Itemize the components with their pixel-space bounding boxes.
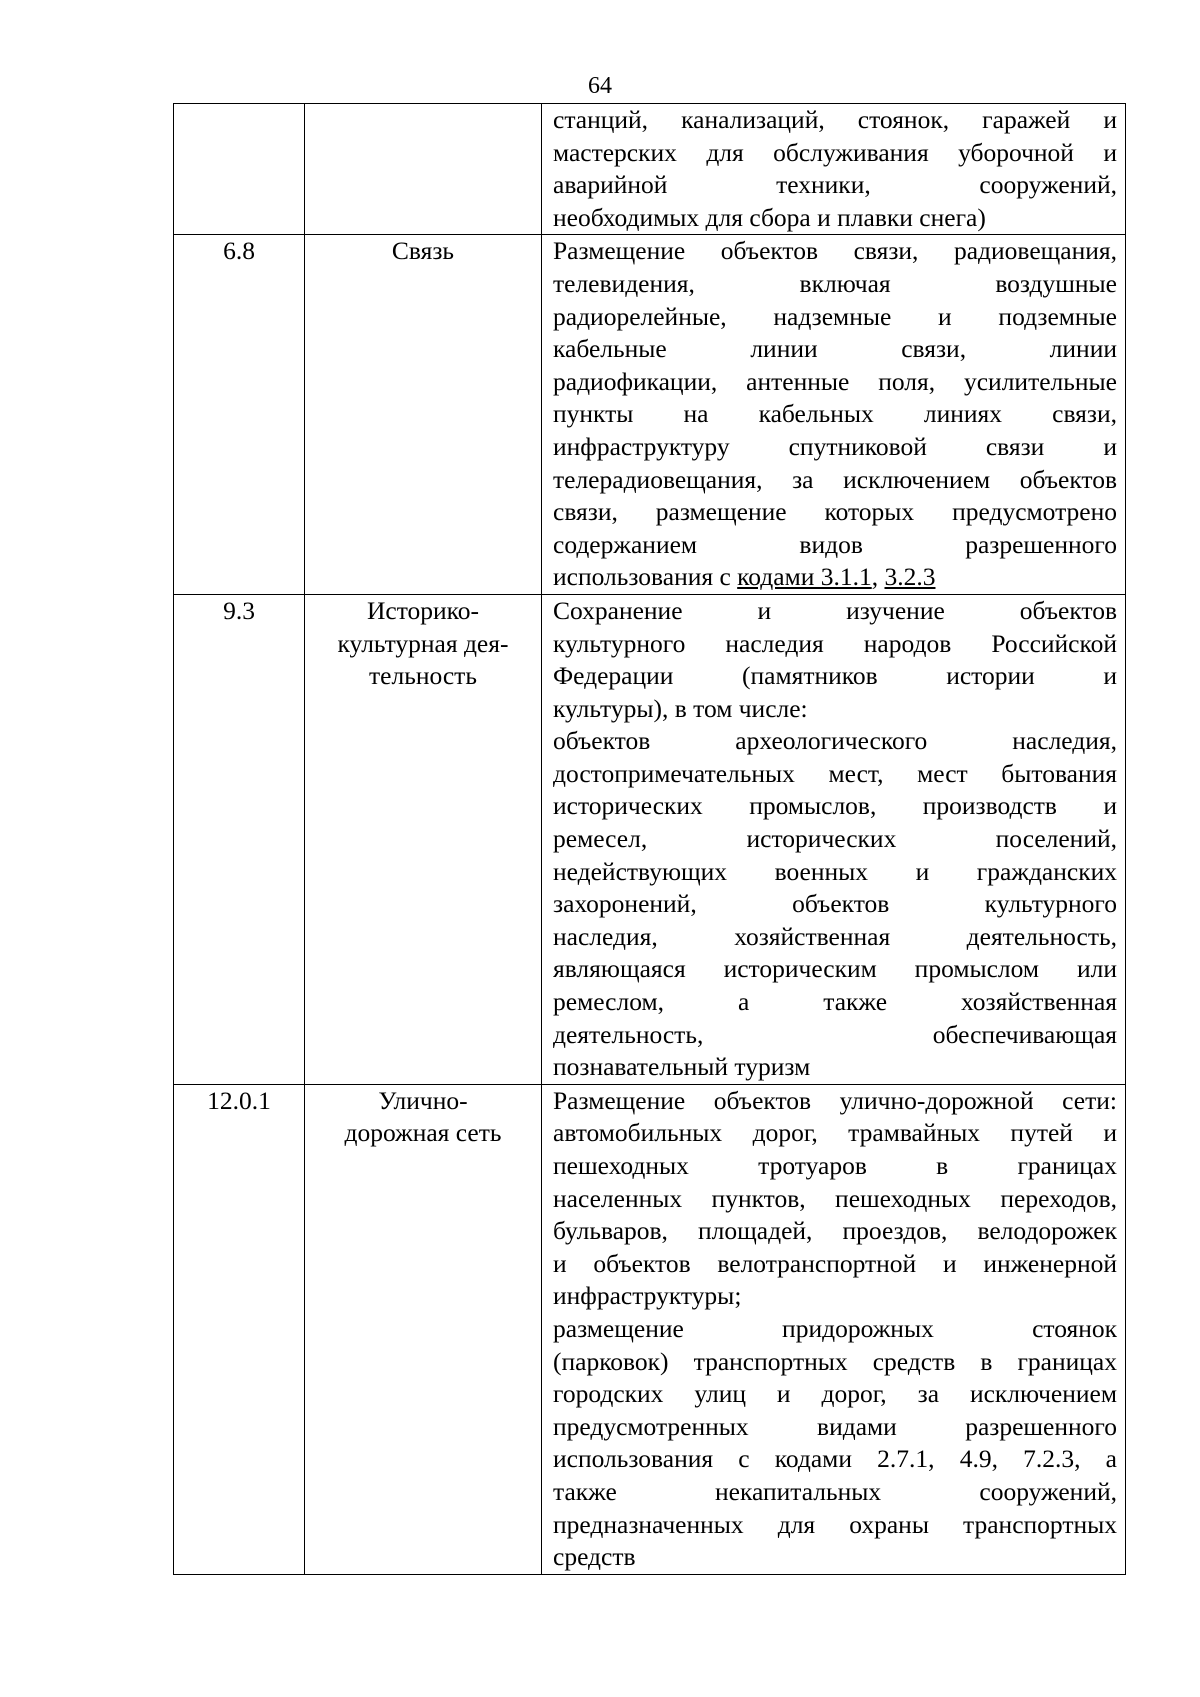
description-line: Размещение объектов улично-дорожной сети: bbox=[553, 1085, 1117, 1115]
description-line: достопримечательных мест, мест бытования bbox=[553, 758, 1117, 788]
description-cell bbox=[542, 235, 1126, 595]
land-use-table bbox=[173, 103, 1126, 1575]
table-body bbox=[174, 104, 1126, 1575]
description-line: аварийной техники, сооружений, bbox=[553, 170, 1117, 200]
description-line: деятельность, обеспечивающая bbox=[553, 1019, 1117, 1049]
table-row bbox=[174, 594, 1126, 1084]
name-line: Связь bbox=[391, 236, 455, 266]
description-line: культурного наследия народов Российской bbox=[553, 628, 1117, 658]
description-line: использования с кодами 2.7.1, 4.9, 7.2.3, а bbox=[553, 1444, 1117, 1474]
code-reference-link[interactable]: 3.2.3 bbox=[884, 562, 936, 592]
page-number: 64 bbox=[588, 73, 612, 99]
separator-text: , bbox=[871, 562, 885, 592]
table-row bbox=[174, 1084, 1126, 1574]
description-cell bbox=[542, 104, 1126, 235]
name-line: Историко- bbox=[366, 595, 480, 625]
description-line: городских улиц и дорог, за исключением bbox=[553, 1379, 1117, 1409]
code-cell bbox=[174, 235, 305, 595]
name-cell bbox=[305, 594, 542, 1084]
description-line: объектов археологического наследия, bbox=[553, 726, 1117, 756]
description-line: являющаяся историческим промыслом или bbox=[553, 954, 1117, 984]
name-cell bbox=[305, 104, 542, 235]
description-line: Федерации (памятников истории и bbox=[553, 661, 1117, 691]
description-line: бульваров, площадей, проездов, велодорожек bbox=[553, 1216, 1117, 1246]
description-cell bbox=[542, 594, 1126, 1084]
name-cell bbox=[305, 235, 542, 595]
description-line: исторических промыслов, производств и bbox=[553, 791, 1117, 821]
description-line: ремесел, исторических поселений, bbox=[553, 824, 1117, 854]
description-line: предусмотренных видами разрешенного bbox=[553, 1411, 1117, 1441]
description-line: инфраструктуру спутниковой связи и bbox=[553, 431, 1117, 461]
description-line: и объектов велотранспортной и инженерной bbox=[553, 1248, 1117, 1278]
description-line: средств bbox=[553, 1542, 636, 1572]
description-line: культуры), в том числе: bbox=[553, 693, 808, 723]
description-line: инфраструктуры; bbox=[553, 1281, 742, 1311]
code-value: 12.0.1 bbox=[207, 1085, 271, 1115]
code-reference-link[interactable]: кодами 3.1.1 bbox=[737, 562, 872, 592]
description-line: наследия, хозяйственная деятельность, bbox=[553, 921, 1117, 951]
description-line: захоронений, объектов культурного bbox=[553, 889, 1117, 919]
description-line: мастерских для обслуживания уборочной и bbox=[553, 137, 1117, 167]
name-line: Улично- bbox=[378, 1085, 468, 1115]
description-line: познавательный туризм bbox=[553, 1052, 811, 1082]
code-cell bbox=[174, 1084, 305, 1574]
description-line: кабельные линии связи, линии bbox=[553, 334, 1117, 364]
description-line: населенных пунктов, пешеходных переходов, bbox=[553, 1183, 1117, 1213]
name-line: культурная дея- bbox=[337, 628, 509, 658]
code-value: 6.8 bbox=[223, 236, 255, 266]
description-line: станций, канализаций, стоянок, гаражей и bbox=[553, 105, 1117, 134]
description-line: радиорелейные, надземные и подземные bbox=[553, 301, 1117, 331]
table-row bbox=[174, 104, 1126, 235]
description-line: ремеслом, а также хозяйственная bbox=[553, 987, 1117, 1017]
description-line: автомобильных дорог, трамвайных путей и bbox=[553, 1118, 1117, 1148]
description-line: телевидения, включая воздушные bbox=[553, 268, 1117, 298]
name-line: дорожная сеть bbox=[344, 1118, 502, 1148]
description-line: размещение придорожных стоянок bbox=[553, 1313, 1117, 1343]
description-line: пешеходных тротуаров в границах bbox=[553, 1151, 1117, 1180]
description-line: недействующих военных и гражданских bbox=[553, 856, 1117, 886]
description-line: телерадиовещания, за исключением объектов bbox=[553, 464, 1117, 494]
description-line: Размещение объектов связи, радиовещания, bbox=[553, 236, 1117, 266]
code-cell bbox=[174, 594, 305, 1084]
description-line: содержанием видов разрешенного bbox=[553, 529, 1117, 559]
description-line: (парковок) транспортных средств в границах bbox=[553, 1346, 1117, 1376]
description-line: связи, размещение которых предусмотрено bbox=[553, 497, 1117, 527]
description-line bbox=[553, 561, 1117, 594]
description-line: пункты на кабельных линиях связи, bbox=[553, 399, 1117, 429]
code-cell bbox=[174, 104, 305, 235]
description-line: радиофикации, антенные поля, усилительные bbox=[553, 366, 1117, 396]
description-line: необходимых для сбора и плавки снега) bbox=[553, 202, 986, 232]
name-line: тельность bbox=[369, 661, 477, 691]
code-value: 9.3 bbox=[223, 595, 255, 625]
name-cell bbox=[305, 1084, 542, 1574]
description-line: Сохранение и изучение объектов bbox=[553, 595, 1117, 625]
description-cell bbox=[542, 1084, 1126, 1574]
description-text: использования с bbox=[553, 562, 738, 592]
description-line: предназначенных для охраны транспортных bbox=[553, 1509, 1117, 1539]
table-row bbox=[174, 235, 1126, 595]
description-line: также некапитальных сооружений, bbox=[553, 1476, 1117, 1506]
